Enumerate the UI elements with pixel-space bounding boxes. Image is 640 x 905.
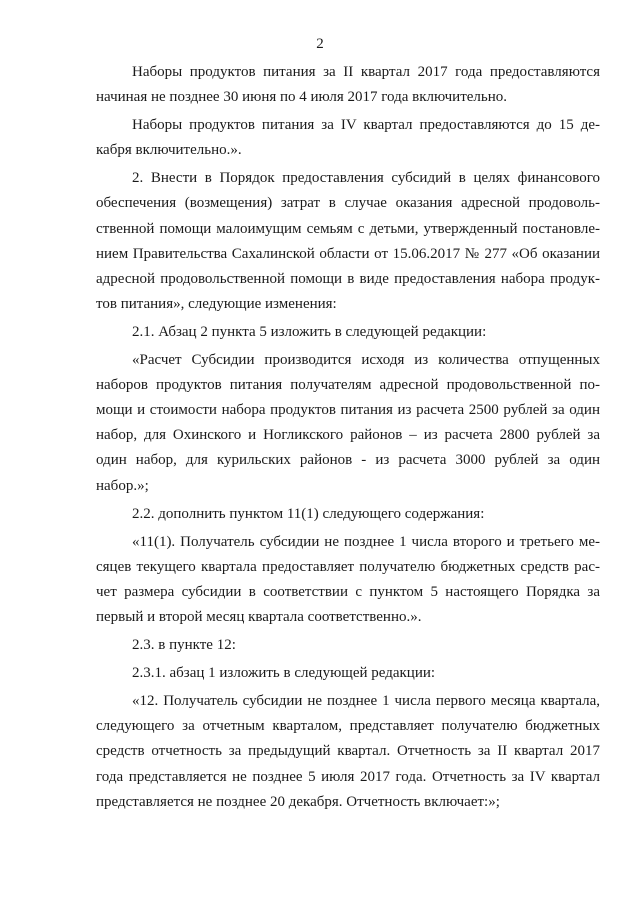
text-line: ственной помощи малоимущим семьям с детьми, утвержденный постановле-: [96, 220, 600, 237]
text-line: обеспечения (возмещения) затрат в случае оказания адресной продоволь-: [96, 195, 600, 212]
text-line: следующего за отчетным кварталом, представляет получателю бюджетных: [96, 718, 600, 735]
paragraph: [96, 166, 600, 317]
text-line: средств отчетность за предыдущий квартал. Отчетность за II квартал 2017: [96, 743, 600, 760]
text-line: 2.3.1. абзац 1 изложить в следующей редакции:: [132, 665, 436, 682]
text-line: «Расчет Субсидии производится исходя из количества отпущенных: [132, 352, 600, 369]
text-line: начиная не позднее 30 июня по 4 июля 2017 года включительно.: [96, 89, 508, 106]
text-line: первый и второй месяц квартала соответственно.».: [96, 608, 422, 625]
text-line: набор, для Охинского и Ногликского районов – из расчета 2800 рублей за: [96, 427, 600, 444]
text-line: мощи и стоимости набора продуктов питания из расчета 2500 рублей за один: [96, 402, 600, 419]
text-line: адресной продовольственной помощи в виде предоставления набора продук-: [96, 270, 600, 287]
text-line: тов питания», следующие изменения:: [96, 295, 337, 312]
paragraph: [96, 633, 600, 658]
text-line: «11(1). Получатель субсидии не позднее 1 числа второго и третьего ме-: [132, 533, 600, 550]
paragraph: [96, 530, 600, 630]
document-body: [96, 60, 600, 815]
text-line: сяцев текущего квартала предоставляет получателю бюджетных средств рас-: [96, 558, 600, 575]
text-line: 2.3. в пункте 12:: [132, 637, 236, 654]
text-line: нием Правительства Сахалинской области от 15.06.2017 № 277 «Об оказании: [96, 245, 600, 262]
paragraph: [96, 502, 600, 527]
text-line: года представляется не позднее 5 июля 2017 года. Отчетность за IV квартал: [96, 768, 600, 785]
page-number: 2: [316, 36, 324, 52]
text-line: Наборы продуктов питания за II квартал 2017 года предоставляются: [132, 64, 600, 80]
text-line: «12. Получатель субсидии не позднее 1 числа первого месяца квартала,: [132, 693, 600, 710]
paragraph: [96, 60, 600, 110]
paragraph: [96, 348, 600, 499]
text-line: кабря включительно.».: [96, 142, 242, 159]
paragraph: [96, 113, 600, 163]
text-line: 2.1. Абзац 2 пункта 5 изложить в следующей редакции:: [132, 323, 487, 340]
paragraph: [96, 661, 600, 686]
text-line: один набор, для курильских районов - из расчета 3000 рублей за один: [96, 452, 600, 469]
text-line: чет размера субсидии в соответствии с пунктом 5 настоящего Порядка за: [96, 583, 600, 600]
text-line: наборов продуктов питания получателям адресной продовольственной по-: [96, 377, 600, 394]
paragraph: [96, 320, 600, 345]
text-line: Наборы продуктов питания за IV квартал предоставляются до 15 де-: [132, 117, 600, 134]
text-line: набор.»;: [96, 477, 149, 494]
paragraph: [96, 689, 600, 814]
text-line: 2.2. дополнить пунктом 11(1) следующего содержания:: [132, 505, 485, 522]
text-line: 2. Внести в Порядок предоставления субсидий в целях финансового: [132, 170, 600, 187]
text-line: представляется не позднее 20 декабря. Отчетность включает:»;: [96, 793, 500, 810]
